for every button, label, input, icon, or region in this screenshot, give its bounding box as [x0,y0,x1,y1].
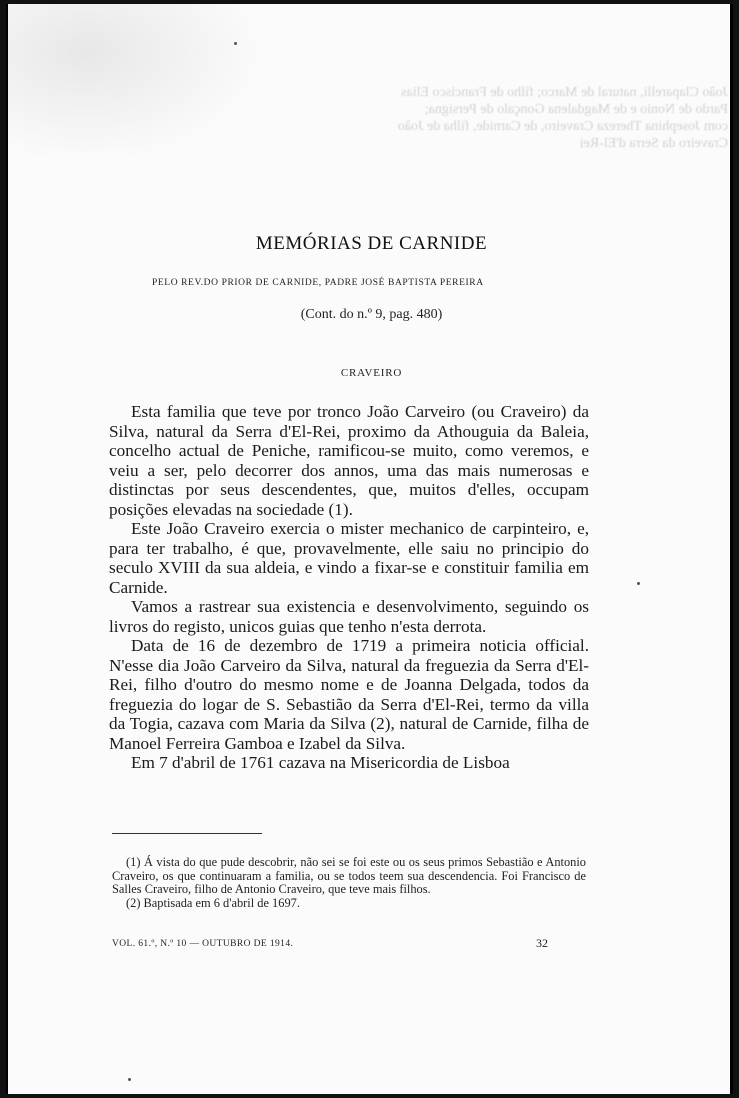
ink-speck [637,582,640,585]
ink-speck [234,42,237,45]
ink-speck [128,1078,131,1081]
ghost-line: com Josephina Thereza Craveiro, de Carnide, filha de João [397,119,728,134]
article-author: PELO REV.DO PRIOR DE CARNIDE, PADRE JOSÉ BAPTISTA PEREIRA [152,278,484,288]
body-paragraph: Vamos a rastrear sua existencia e desenvolvimento, seguindo os livros do registo, unicos guias que tenho n'esta derrota. [109,597,589,636]
body-paragraph: Esta familia que teve por tronco João Carveiro (ou Craveiro) da Silva, natural da Serra d'El-Rei, proximo da Athouguia da Baleia, concelho actual de Peniche, ramificou-se muito, como veremos, e veiu a ser, pelo decorrer dos annos, uma das mais numerosas e distinctas por seus descendentes, que, muitos d'elles, occupam posições elevadas na sociedade (1). [109,402,589,519]
page-smudge [8,4,268,164]
body-paragraph: Este João Craveiro exercia o mister mechanico de carpinteiro, e, para ter trabalho, é que, provavelmente, elle saiu no principio do seculo XVIII da sua aldeia, e vindo a fixar-se e constituir familia em Carnide. [109,519,589,597]
section-heading: CRAVEIRO [340,367,403,379]
ghost-line: Craveiro da Serra d'El-Rei [579,136,728,151]
issue-footer: VOL. 61.º, N.º 10 — OUTUBRO DE 1914. [112,939,294,949]
body-paragraph: Em 7 d'abril de 1761 cazava na Misericordia de Lisboa [131,753,510,772]
article-title: MEMÓRIAS DE CARNIDE [255,233,488,254]
body-paragraph: Data de 16 de dezembro de 1719 a primeira noticia official. N'esse dia João Carveiro da Silva, natural da freguezia da Serra d'El-Rei, filho d'outro do mesmo nome e de Joanna Delgada, todos da freguezia do logar de S. Sebastião da Serra d'El-Rei, termo da villa da Togia, cazava com Maria da Silva (2), natural de Carnide, filha de Manoel Ferreira Gamboa e Izabel da Silva. [109,636,589,753]
document-page [6,4,733,1094]
article-body [109,402,589,773]
footnote: (2) Baptisada em 6 d'abril de 1697. [126,895,300,910]
footnote: (1) Á vista do que pude descobrir, não sei se foi este ou os seus primos Sebastião e Antonio Craveiro, os que continuaram a familia, ou se todos teem sua descendencia. Foi Francisco de Salles Craveiro, filho de Antonio Craveiro, que teve mais filhos. [112,855,586,897]
bleed-through-text [298,84,728,152]
page-number: 32 [536,936,548,950]
continuation-note: (Cont. do n.º 9, pag. 480) [300,307,443,322]
footnotes [112,856,586,910]
ghost-line: João Claparelli, natural de Marco; filho de Francisco Elias [401,85,728,100]
footnote-divider [112,833,262,834]
ghost-line: Pardo de Nonio e de Magdalena Gonçalo de Persigna; [424,102,728,117]
